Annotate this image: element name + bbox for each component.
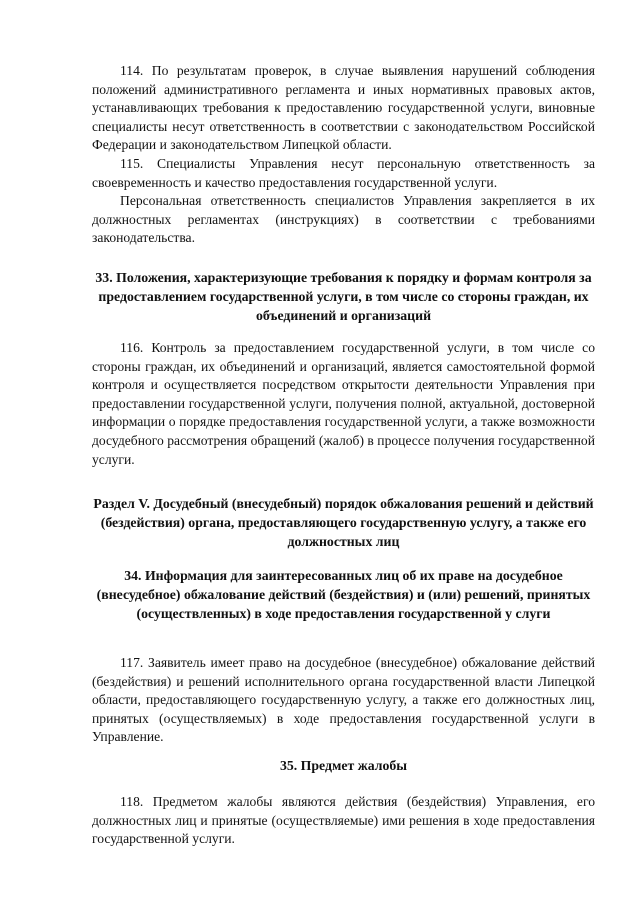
heading-section-35: 35. Предмет жалобы — [279, 758, 408, 773]
paragraph-116: 116. Контроль за предоставлением государственной услуги, в том числе со стороны граждан, их объединений и организаций, является самостоятельной формой контроля и осуществляется посредством открытости деятельности Управления при предоставлении государственной услуги, получения полной, актуальной, достоверной информации о порядке предоставления государственной услуги, а также возможности досудебного рассмотрения обращений (жалоб) в процессе получения государственной услуги. — [92, 340, 595, 467]
heading-section-5: Раздел V. Досудебный (внесудебный) порядок обжалования решений и действий (бездействия) органа, предоставляющего государственную услугу, а также его должностных лиц — [93, 496, 594, 549]
paragraph-block-34 — [92, 654, 595, 747]
paragraph-117: 117. Заявитель имеет право на досудебное (внесудебное) обжалование действий (бездействия) и решений исполнительного органа государственной власти Липецкой области, предоставляющего государственную услугу, а также его должностных лиц, принятых (осуществляемых) в ходе предоставления государственной услуги в Управление. — [92, 655, 595, 745]
paragraph-block-35 — [92, 793, 595, 849]
paragraph-115-continued: Персональная ответственность специалистов Управления закрепляется в их должностных регламентах (инструкциях) в соответствии с требованиями законодательства. — [92, 193, 595, 246]
paragraph-block-33 — [92, 339, 595, 469]
paragraph-115: 115. Специалисты Управления несут персональную ответственность за своевременность и качество предоставления государственной услуги. — [92, 155, 595, 190]
paragraph-118: 118. Предметом жалобы являются действия (бездействия) Управления, его должностных лиц и принятые (осуществляемые) ими решения в ходе предоставления государственной услуги. — [92, 794, 595, 847]
heading-section-34: 34. Информация для заинтересованных лиц об их праве на досудебное (внесудебное) обжалование действий (бездействия) и (или) решений, принятых (осуществленных) в ходе предоставления государственной у слуги — [96, 568, 591, 621]
paragraph-114: 114. По результатам проверок, в случае выявления нарушений соблюдения положений административного регламента и иных нормативных правовых актов, устанавливающих требования к предоставлению государственной услуги, виновные специалисты несут ответственность в соответствии с законодательством Российской Федерации и законодательством Липецкой области. — [92, 63, 595, 153]
heading-section-33: 33. Положения, характеризующие требования к порядку и формам контроля за предоставлением государственной услуги, в том числе со стороны граждан, их объединений и организаций — [95, 270, 592, 323]
paragraph-block-1 — [92, 62, 595, 248]
